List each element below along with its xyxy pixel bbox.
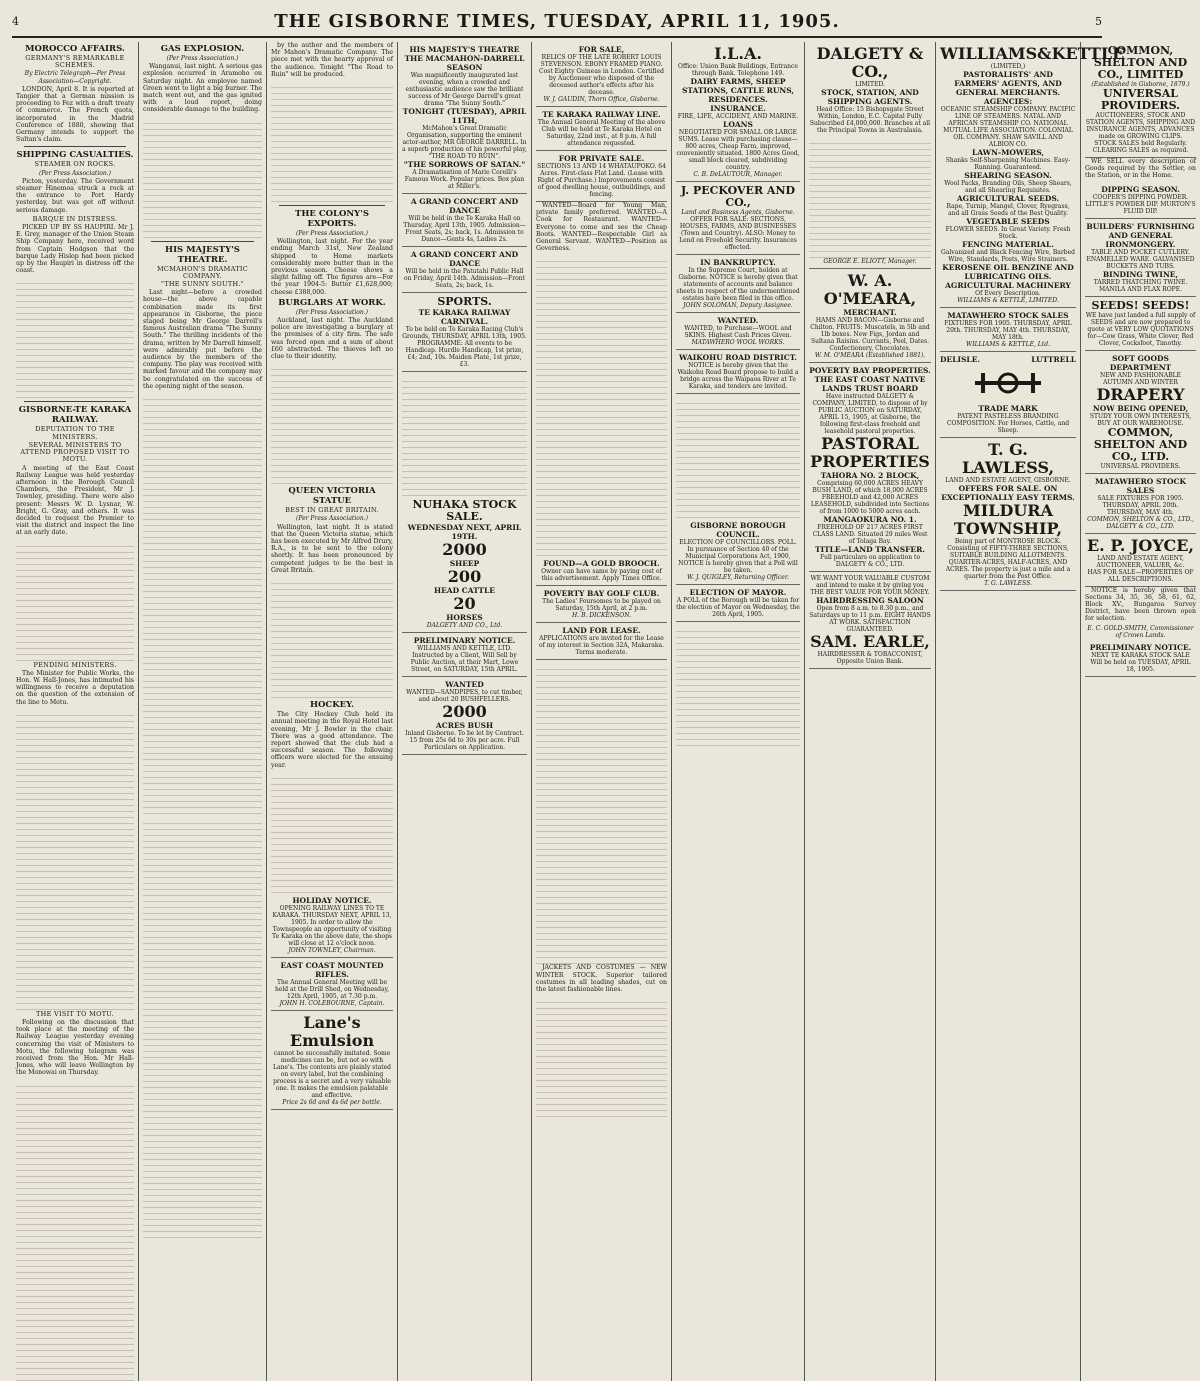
nuhaka-count-1: 2000 (442, 540, 487, 559)
omeara-title: W. A. O'MEARA, (823, 271, 917, 308)
pending-ministers-body: The Minister for Public Works, the Hon. W. Hall-Jones, has intimated his willingness to receive a deputation on the question of the extension of the line to Motu. (16, 669, 134, 706)
illegible-text-block (271, 773, 393, 893)
builders-ad (1085, 219, 1196, 297)
mildura-body: Being part of MONTROSE BLOCK. Consisting of FIFTY-THREE SECTIONS, SUITABLE BUILDING ALLOTMENTS. (947, 538, 1069, 559)
ila-title: I.L.A. (714, 44, 762, 63)
williams-kettle-services: PASTORALISTS' AND FARMERS' AGENTS, AND GENERAL MERCHANTS. (954, 70, 1062, 97)
wanted-sandpipes-ad (402, 677, 527, 755)
nuhaka-date: WEDNESDAY NEXT, APRIL 19TH. (407, 523, 522, 541)
mcmahon-company-subheading: MCMAHON'S DRAMATIC COMPANY. (156, 264, 249, 280)
anchor-trade-mark-icon (973, 367, 1043, 401)
omeara-ad (809, 269, 931, 363)
holiday-notice-body: OPENING RAILWAY LINES TO TE KARAKA. THURSDAY NEXT, APRIL 13, 1905. In order to allow the Townspeople an opportunity of visiting Te Karaka on the above date, the shops will close at 12 o'clock noon. (271, 904, 393, 947)
preliminary-notice-2-body: NEXT TE KARAKA STOCK SALE Will be held on TUESDAY, APRIL 18, 1905. (1090, 652, 1191, 674)
piano-sale-ad (536, 42, 667, 107)
dipping-body: COOPER'S DIPPING POWDER. LITTLE'S POWDER DIP. MURTON'S FLUID DIP. (1085, 193, 1196, 215)
lawn-mowers-body: Shanks Self-Sharpening Machines. Easy-Running. Guaranteed. (945, 157, 1071, 171)
sports-subtitle: TE KARAKA RAILWAY CARNIVAL. (418, 308, 511, 326)
column-5 (532, 42, 672, 1381)
burglars-byline: (Per Press Association.) (296, 308, 368, 316)
illegible-text-block (271, 82, 393, 202)
column-4 (398, 42, 532, 1381)
page-number-left: 4 (12, 14, 19, 28)
seeds-ad (1085, 297, 1196, 351)
lawless-title: T. G. LAWLESS, (961, 440, 1055, 477)
land-lease-ad (536, 623, 667, 660)
lawless-signature: T. G. LAWLESS. (984, 580, 1032, 587)
acres-body: Inland Gisborne. To be let by Contract. 15 from 25s 6d to 30s per acre. Full Particulars on Application. (405, 730, 524, 751)
golf-club-body: The Ladies' Foursomes to be played on Saturday, 15th April, at 2 p.m. (542, 598, 661, 613)
seeds-title: SEEDS! SEEDS! (1091, 298, 1190, 312)
column-8 (936, 42, 1125, 1381)
williams-kettle-signature: WILLIAMS & KETTLE, LIMITED. (957, 297, 1059, 304)
peckover-subtitle: Land and Business Agents, Gisborne. (681, 209, 795, 216)
wool-wanted-ad (676, 313, 800, 350)
agencies-title: AGENCIES: (983, 97, 1033, 106)
drapery-subtitle: NOW BEING OPENED, (1092, 403, 1189, 413)
theatre-ad-sorrows: "THE SORROWS OF SATAN." (403, 160, 526, 169)
bankruptcy-title: IN BANKRUPTCY. (700, 258, 776, 267)
jackets-classified: JACKETS AND COSTUMES — NEW WINTER STOCK. Superior tailored costumes in all leading shades, cut on the latest fashionable lines. (536, 964, 667, 994)
common-shelton-title-2: COMMON, SHELTON AND CO., LTD. (1093, 425, 1188, 463)
earle-ad (809, 572, 931, 669)
queen-statue-byline: (Per Press Association.) (296, 515, 368, 523)
gisborne-railway-heading: GISBORNE-TE KARAKA RAILWAY. (18, 405, 132, 426)
illegible-text-block (16, 710, 134, 1010)
dipping-title: DIPPING SEASON. (1101, 184, 1180, 194)
lawless-subtitle: LAND AND ESTATE AGENT, GISBORNE. (945, 477, 1071, 484)
holiday-notice-ad (271, 893, 393, 958)
trade-mark-label: TRADE MARK (978, 404, 1038, 413)
dalgety-services: STOCK, STATION, AND SHIPPING AGENTS. (821, 88, 919, 106)
bankruptcy-signature: JOHN SOLOMAN, Deputy Assignee. (683, 302, 793, 309)
concert-dance-ad (402, 194, 527, 247)
williams-kettle-ad (940, 42, 1125, 308)
ila-insurance-types: FIRE, LIFE, ACCIDENT, AND MARINE. (677, 113, 799, 120)
nuhaka-count-2: 200 (447, 567, 482, 586)
concert-dance-2-body: Will be held in the Patutahi Public Hall on Friday, April 14th. Admission—Front Seats, 2s; back, 1s. (404, 268, 525, 289)
dalgety-body: Head Office: 15 Bishopsgate Street Within, London, E.C. Capital Fully Subscribed £4,000,000. Branches at all the Principal Towns in Australasia. (809, 106, 931, 134)
branding-ad (940, 352, 1076, 438)
concert-dance-2-title: A GRAND CONCERT AND DANCE (410, 250, 519, 268)
ila-ad (676, 42, 800, 182)
preliminary-notice-ad-2 (1085, 640, 1196, 677)
poverty-bay-properties-ad (809, 363, 931, 572)
road-district-ad (676, 350, 800, 394)
dipping-ad (1085, 182, 1196, 219)
borough-council-ad (676, 518, 800, 585)
universal-providers-body: AUCTIONEERS, STOCK AND STATION AGENTS, SHIPPING AND INSURANCE AGENTS, ADVANCES made on GROWING CLIPS. (1085, 112, 1196, 140)
matawhero-body: SALE FIXTURES FOR 1905. THURSDAY, APRIL 20th. THURSDAY, MAY 4th. (1097, 494, 1184, 516)
williams-kettle-limited: (LIMITED,) (990, 63, 1026, 70)
title-transfer: TITLE—LAND TRANSFER. (814, 545, 925, 554)
newspaper-title: THE GISBORNE TIMES, TUESDAY, APRIL 11, 1905. (274, 10, 840, 32)
binding-twine-body: TARRED THATCHING TWINE. MANILA AND FLAX ROPE. (1093, 278, 1188, 293)
common-shelton-title: COMMON, SHELTON AND CO., LIMITED (1093, 44, 1188, 81)
joyce-subtitle: LAND AND ESTATE AGENT, AUCTIONEER, VALUER, &c. (1096, 554, 1185, 569)
illegible-text-block (271, 578, 393, 698)
golf-club-title: POVERTY BAY GOLF CLUB. (543, 589, 660, 599)
mayor-election-body: A POLL of the Borough will be taken for the election of Mayor on Wednesday, the 26th April, 1905. (676, 597, 800, 618)
divider (24, 146, 126, 147)
column-3 (267, 42, 398, 1381)
visit-motu-subheading: THE VISIT TO MOTU. (36, 1009, 114, 1018)
railway-line-title: TE KARAKA RAILWAY LINE. (542, 110, 661, 119)
shearing-body: Wool Packs, Branding Oils, Sheep Shears, and all Shearing Requisites. (944, 180, 1072, 194)
morocco-subheading: GERMANY'S REMARKABLE SCHEMES. (25, 54, 125, 70)
joyce-body: HAS FOR SALE—PROPERTIES OF ALL DESCRIPTIONS. (1087, 568, 1194, 583)
borough-council-signature: W. J. QUIGLEY, Returning Officer. (687, 574, 789, 581)
properties-title: POVERTY BAY PROPERTIES. (809, 366, 931, 375)
machinery-body: Of Every Description. (975, 290, 1041, 297)
loans-body: NEGOTIATED FOR SMALL OR LARGE SUMS. Lease with purchasing clause—800 acres, Cheap Farm, improved, conveniently situated. 1800 Acres Good, small block cleared, subdividing country. (676, 129, 800, 171)
common-shelton-established: (Established in Gisborne, 1879.) (1091, 81, 1190, 88)
shipping-subheading: STEAMER ON ROCKS. (34, 160, 116, 169)
shipping-body: Picton, yesterday. The Government steamer Hinemoa struck a rock at the entrance to Port Hardy yesterday, but was got off without serious damage. (16, 177, 134, 214)
binding-twine-title: BINDING TWINE, (1102, 269, 1179, 279)
illegible-text-block (809, 138, 931, 258)
agricultural-seeds-body: Rape, Turnip, Mangel, Clover, Ryegrass, and all Grass Seeds of the Best Quality. (946, 203, 1070, 217)
wanted-classifieds: WANTED—Board for Young Man, private family preferred. WANTED—A Cook for Restaurant. WANTED—Everyone to come and see the Cheap Boots. WANTED—Respectable Girl as General Servant. WANTED—Position as Governess. (536, 202, 667, 253)
illegible-text-block (143, 818, 262, 1238)
illegible-text-block (536, 256, 667, 556)
builders-title: BUILDERS' FURNISHING AND GENERAL IRONMONGERY. (1086, 221, 1195, 249)
lanes-emulsion-ad (271, 1011, 393, 1110)
piano-sale-body: RELICS OF THE LATE ROBERT LOUIS STEVENSON. EBONY FRAMED PIANO. Cost Eighty Guineas in London. Certified by Auctioneer who disposed of the deceased author's effects after his decease. (539, 54, 664, 96)
universal-providers-2: UNIVERSAL PROVIDERS. (1100, 462, 1181, 470)
illegible-text-block (16, 1081, 134, 1381)
lanes-emulsion-price: Price 2s 6d and 4s 6d per bottle. (282, 1098, 382, 1106)
crown-lands-signature: E. C. GOLD-SMITH, Commissioner of Crown Lands. (1087, 624, 1194, 639)
road-district-title: WAIKOHU ROAD DISTRICT. (678, 353, 797, 362)
found-body: Owner can have same by paying cost of this advertisement. Apply Times Office. (541, 568, 662, 583)
divider (24, 401, 126, 402)
nuhaka-label-3: HORSES (446, 613, 483, 622)
study-interests: STUDY YOUR OWN INTERESTS, BUY AT OUR WAREHOUSE. (1089, 412, 1192, 427)
pastoral-title: PASTORAL PROPERTIES (810, 434, 930, 471)
mayor-election-title: ELECTION OF MAYOR. (689, 588, 787, 597)
private-sale-title: FOR PRIVATE SALE. (558, 154, 645, 163)
branding-body: PATENT PASTELESS BRANDING COMPOSITION. For Horses, Cattle, and Sheep. (946, 413, 1070, 434)
luttrell-name: LUTTRELL (1031, 355, 1076, 364)
wanted-body: WANTED—SANDPIPES, to cut timber, and about 20 BUSHFELLERS. (406, 689, 523, 703)
nuhaka-label-2: HEAD CATTLE (434, 586, 495, 595)
lawless-ad (940, 438, 1076, 591)
nuhaka-count-3: 20 (453, 594, 476, 613)
queen-statue-subheading: BEST IN GREAT BRITAIN. (285, 506, 379, 515)
barque-subheading: BARQUE IN DISTRESS. (32, 214, 118, 223)
peckover-body: OFFER FOR SALE: SECTIONS, HOUSES, FARMS, AND BUSINESSES (Town and Country). ALSO: Money to Lend on Freehold Security. Insurances effected. (679, 216, 797, 251)
concert-dance-ad-2 (402, 247, 527, 293)
column-1 (12, 42, 139, 1381)
loans-title: LOANS (723, 120, 753, 129)
mounted-rifles-signature: JOHN H. COLEBOURNE, Captain. (279, 999, 385, 1007)
gisborne-railway-subheading: DEPUTATION TO THE MINISTERS. (35, 425, 115, 441)
preliminary-notice-ad (402, 633, 527, 677)
properties-body: Have instructed DALGETY & COMPANY, LIMITED, to dispose of by PUBLIC AUCTION on SATURDAY, APRIL 15, 1905, at Gisborne, the following first-class freehold and leasehold pastoral properties. (812, 393, 928, 435)
golf-club-ad (536, 586, 667, 623)
piano-sale-signature: W. J. GAUDIN, Thorn Office, Gisborne. (543, 96, 660, 103)
matawhero-title: MATAWHERO STOCK SALES (1095, 476, 1186, 495)
sports-title: SPORTS. (437, 295, 492, 308)
masthead (12, 6, 1102, 38)
illegible-text-block (402, 376, 527, 496)
bankruptcy-body: In the Supreme Court, holden at Gisborne. NOTICE is hereby given that statements of accounts and balance sheets in respect of the undermentioned estates have been filed in this office. (676, 267, 800, 302)
loans-signature: C. B. DeLAUTOUR, Manager. (693, 171, 783, 178)
nuhaka-label-1: SHEEP (449, 559, 480, 568)
universal-providers-title: UNIVERSAL PROVIDERS. (1101, 87, 1180, 112)
lanes-emulsion-title: Lane's Emulsion (289, 1012, 375, 1050)
concert-dance-body: Will be held in the Te Karaka Hall on Thursday, April 13th, 1905. Admission—Front Seats, 2s; back, 1s. Admission to Dance—Gents 4s, Ladies 2s. (403, 215, 526, 243)
nuhaka-stock-sale-ad (402, 496, 527, 633)
colony-exports-byline: (Per Press Association.) (296, 230, 368, 238)
omeara-subtitle: MERCHANT. (843, 308, 897, 317)
shearing-title: SHEARING SEASON. (964, 171, 1052, 180)
gisborne-railway-body: A meeting of the East Coast Railway League was held yesterday afternoon in the Borough Council Chambers, the President, Mr J. Townley, presiding. There were also present: Messrs W. D. Lysnar, W. Bright, G. Gray, and others. It was decided to request the Premier to visit the district and inspect the line at an early date. (16, 464, 134, 537)
vegetable-seeds-title: VEGETABLE SEEDS (966, 217, 1050, 226)
mangaokura-title: MANGAOKURA NO. 1. (823, 515, 917, 524)
soft-goods-title: SOFT GOODS DEPARTMENT (1109, 353, 1172, 372)
drapery-title: DRAPERY (1096, 384, 1185, 404)
illegible-text-block (676, 398, 800, 518)
agricultural-seeds-title: AGRICULTURAL SEEDS. (956, 194, 1060, 203)
illegible-text-block (143, 118, 262, 238)
peckover-ad (676, 182, 800, 255)
gisborne-railway-subheading-2: SEVERAL MINISTERS TO ATTEND PROPOSED VISIT TO MOTU. (20, 440, 130, 464)
kerosene-title: KEROSENE OIL BENZINE AND LUBRICATING OILS. (942, 263, 1074, 281)
dalgety-title: DALGETY & CO., (816, 44, 924, 81)
ila-properties: DAIRY FARMS, SHEEP STATIONS, CATTLE RUNS, RESIDENCES. (681, 77, 795, 104)
wool-wanted-body: WANTED, to Purchase—WOOL and SKINS. Highest Cash Prices Given. (684, 325, 792, 339)
illegible-text-block (271, 364, 393, 484)
bankruptcy-ad (676, 255, 800, 313)
columns (12, 42, 1196, 1282)
saloon-title: HAIRDRESSING SALOON (816, 596, 924, 605)
tahora-title: TAHORA NO. 2 BLOCK, (820, 471, 920, 480)
colony-exports-body: Wellington, last night. For the year ending March 31st, New Zealand shipped to Home markets considerably more butter than in the previous season. Cheese shows a slight falling off. The figures are—For the year 1904-5: Butter £1,628,000; cheese £388,000. (271, 238, 393, 296)
barque-body: PICKED UP BY SS HAUPIRI. Mr J. E. Grey, manager of the Union Steam Ship Company here, received word from Captain Hodgson that the barque Lady Hislop had been picked up by the Haupiri in distress off the coast. (16, 224, 134, 275)
common-shelton-ad (1085, 42, 1196, 158)
private-sale-ad (536, 151, 667, 202)
hockey-heading: HOCKEY. (310, 700, 354, 711)
preliminary-notice-title: PRELIMINARY NOTICE. (413, 636, 516, 645)
title-transfer-body: Full particulars on application to DALGETY & CO., LTD. (819, 554, 921, 568)
vegetable-seeds-body: FLOWER SEEDS. In Great Variety. Fresh Stock. (945, 226, 1071, 240)
lanes-emulsion-body: cannot be successfully imitated. Some medicines can be, but not so with Lane's. The contents are plainly stated on every label, but the combining process is a secret and a very valuable one. It makes the emulsion palatable and effective. (272, 1049, 391, 1099)
hockey-body: The City Hockey Club held its annual meeting in the Royal Hotel last evening, Mr J. Bowler in the chair. There was a good attendance. The report showed that the club had a successful season. The following officers were elected for the ensuing year. (271, 711, 393, 769)
lawless-offer: OFFERS FOR SALE. ON EXCEPTIONALLY EASY TERMS. (941, 484, 1075, 502)
illegible-text-block (16, 541, 134, 661)
gas-explosion-byline: (Per Press Association.) (166, 55, 239, 62)
delisle-name: DELISLE. (940, 355, 981, 364)
his-majestys-theatre-heading: HIS MAJESTY'S THEATRE. (165, 244, 240, 265)
illegible-text-block (676, 626, 800, 746)
page-number-right: 5 (1095, 14, 1102, 28)
divider (279, 205, 385, 206)
saloon-body: Open from 8 a.m. to 8.30 p.m., and Saturdays up to 11 p.m. EIGHT HANDS AT WORK. SATISFACTION GUARANTEED. (809, 605, 931, 633)
column-6 (672, 42, 805, 1381)
railway-line-ad (536, 107, 667, 151)
theatre-ad-tonight: TONIGHT (TUESDAY), APRIL 11TH, (402, 107, 527, 125)
land-lease-title: LAND FOR LEASE. (562, 626, 641, 636)
morocco-heading: MOROCCO AFFAIRS. (25, 44, 125, 54)
acres-label: ACRES BUSH (435, 721, 494, 730)
mounted-rifles-ad (271, 958, 393, 1011)
theatre-ad-title: HIS MAJESTY'S THEATRE (409, 45, 520, 54)
nuhaka-title: NUHAKA STOCK SALE. (412, 498, 517, 523)
borough-council-title: GISBORNE BOROUGH COUNCIL. (690, 521, 786, 539)
golf-club-signature: H. B. DICKENSON. (572, 612, 631, 620)
holiday-notice-title: HOLIDAY NOTICE. (292, 895, 372, 905)
tahora-body: Comprising 60,000 ACRES HEAVY BUSH LAND, of which 18,000 ACRES FREEHOLD and 42,000 ACRES LEASEHOLD, subdivided into Sections of from 1000 to 5000 acres each. (810, 480, 930, 515)
stock-sales-title: MATAWHERO STOCK SALES (947, 311, 1069, 320)
fencing-body: Galvanized and Black Fencing Wire, Barbed Wire, Standards, Posts, Wire Strainers. (941, 249, 1075, 263)
land-lease-body: APPLICATIONS are invited for the Lease of my interest in Section 32A, Makaraka. Terms moderate. (539, 635, 664, 657)
theatre-ad-sorrows-body: A Dramatisation of Marie Corelli's Famous Work. Popular prices. Box plan at Miller's. (404, 169, 525, 190)
dalgety-limited: LIMITED. (855, 81, 885, 88)
railway-line-body: The Annual General Meeting of the above Club will be held at Te Karaka Hotel on Saturday, 22nd inst., at 8 p.m. A full attendance requested. (537, 119, 666, 147)
ila-address: Office: Union Bank Buildings, Entrance through Bank. Telephone 149. (678, 63, 798, 77)
acres-count: 2000 (442, 702, 487, 721)
preliminary-notice-body: WILLIAMS AND KETTLE, LTD. Instructed by a Client, Will Sell by Public Auction, at their Mart, Lowe Street, on SATURDAY, 15th APRIL. (410, 645, 519, 673)
gas-explosion-body: Wanganui, last night. A serious gas explosion occurred in Aramoho on Saturday night. An employee named Green went to light a big burner. The match went out, and the gas ignited with a loud report, doing considerable damage to the building. (143, 63, 262, 114)
column-9 (1081, 42, 1200, 1381)
queen-statue-heading: QUEEN VICTORIA STATUE (288, 486, 376, 507)
shipping-heading: SHIPPING CASUALTIES. (16, 150, 134, 161)
stock-sales-body: FIXTURES FOR 1905. THURSDAY, APRIL 20th. THURSDAY, MAY 4th. THURSDAY, MAY 18th. (944, 320, 1072, 341)
illegible-text-block (536, 664, 667, 964)
private-sale-body: SECTIONS 13 AND 14 WHATAUPOKO. 64 Acres. First-class Flat Land. (Lease with Right of Purchase.) Improvements consist of good dwelling house, outbuildings, and fencing. (537, 163, 666, 198)
mounted-rifles-body: The Annual General Meeting will be held at the Drill Shed, on Wednesday, 12th April, 1905, at 7.30 p.m. (274, 978, 390, 1000)
wool-wanted-signature: MATAWHERO WOOL WORKS. (691, 339, 785, 346)
morocco-body: LONDON, April 8. It is reported at Tangier that a German mission is proceeding to Fez with a draft treaty of commerce. The French quota, incorporated in the Madrid Conference of 1880, showing that Germany intends to support the Sultan's claim. (16, 85, 134, 144)
queen-statue-body: Wellington, last night. It is stated that the Queen Victoria statue, which has been executed by Mr Alfred Drury, R.A., is to be sent to the colony shortly. It has been pronounced by competent judges to be the best in Great Britain. (271, 523, 393, 574)
theatre-ad (402, 42, 527, 194)
nuhaka-signature: DALGETY AND CO., Ltd. (426, 622, 503, 629)
theatre-review-body: Last night—before a crowded house—the above capable combination made its first appearance in Gisborne, the piece staged being Mr George Darrell's famous Australian drama "The Sunny South." The thrilling incidents of the drama, written by Mr Darrell himself, were admirably put before the audience by the members of the company. The play was received with marked favour and the company may be congratulated on the success of the opening night of the season. (143, 289, 262, 390)
sports-ad (402, 293, 527, 372)
omeara-body: HAMS AND BACON—Gisborne and Chilton. FRUITS: Muscatels, in 5lb and 1lb boxes. New Figs, Jordan and Sultana Raisins. Currants, Peel, Dates. Confectionery, Chocolates. (810, 317, 930, 352)
holiday-notice-signature: JOHN TOWNLEY, Chairman. (288, 946, 376, 954)
dalgety-ad (809, 42, 931, 269)
soft-goods-ad (1085, 351, 1196, 474)
wanted-title: WANTED (445, 680, 484, 689)
theatre-ad-season: THE MACMAHON-DARRELL SEASON (404, 54, 525, 72)
morocco-byline: By Electric Telegraph—Per Press Association—Copyright. (24, 70, 126, 85)
burglars-body: Auckland, last night. The Auckland police are investigating a burglary at the premises of a city firm. The safe was forced open and a sum of about £60 abstracted. The thieves left no clue to their identity. (271, 317, 393, 361)
pending-ministers-subheading: PENDING MINISTERS. (33, 660, 117, 669)
gas-explosion-heading: GAS EXPLOSION. (160, 44, 245, 54)
mildura-title: MILDURA TOWNSHIP, (953, 501, 1063, 538)
matawhero-sales-ad (1085, 474, 1196, 534)
omeara-signature: W. M. O'MEARA (Established 1881). (814, 352, 926, 359)
williams-kettle-title: WILLIAMS&KETTLE (940, 44, 1125, 63)
ila-insurance: INSURANCE. (710, 104, 766, 113)
lawn-mowers-title: LAWN-MOWERS, (971, 148, 1045, 157)
mounted-rifles-title: EAST COAST MOUNTED RIFLES. (280, 960, 384, 979)
shipping-byline: (Per Press Association.) (39, 169, 111, 177)
peckover-title: J. PECKOVER AND CO., (680, 184, 796, 209)
colony-exports-heading: THE COLONY'S EXPORTS. (295, 209, 369, 230)
machinery-title: AGRICULTURAL MACHINERY (945, 281, 1071, 290)
sunny-south-subheading: "THE SUNNY SOUTH." (160, 280, 245, 289)
illegible-text-block (143, 394, 262, 814)
crown-lands-notice: NOTICE is hereby given that Sections 34, 35, 36, 58, 61, 62, Block XV., Bungaroa Survey District, have been thrown open for selection. (1085, 586, 1196, 623)
illegible-text-block (16, 278, 134, 398)
wool-wanted-title: WANTED. (717, 316, 759, 325)
column-2 (139, 42, 267, 1381)
piano-sale-title: FOR SALE, (578, 45, 625, 54)
road-district-body: NOTICE is hereby given that the Waikohu Road Board propose to build a bridge across the Waipaoa River at Te Karaka, and tenders are invited. (677, 362, 799, 390)
theatre-continued-body: by the author and the members of Mr Mahon's Dramatic Company. The piece met with the hearty approval of the audience. Tonight "The Road to Ruin" will be produced. (271, 42, 393, 78)
found-brooch-ad (536, 556, 667, 586)
illegible-text-block (536, 997, 667, 1117)
theatre-ad-body: Was magnificently inaugurated last evening, when a crowded and enthusiastic audience saw the brilliant success of Mr George Darrell's great drama "The Sunny South." (405, 72, 524, 107)
sports-body: To be held on Te Karaka Racing Club's Grounds, THURSDAY, APRIL 13th, 1905. PROGRAMME: All events to be Handicap. Hurdle Handicap, 1st prize, £4; 2nd, 10s. Maiden Plate, 1st prize, £3. (402, 326, 527, 368)
agencies-body: OCEANIC STEAMSHIP COMPANY. PACIFIC LINE OF STEAMERS. NATAL AND AFRICAN STEAMSHIP CO. NATIONAL MUTUAL LIFE ASSOCIATION. COLONIAL OIL COMPANY. SHAW SAVILL AND ALBION CO. (940, 106, 1076, 148)
column-7 (805, 42, 936, 1381)
earle-intro: WE WANT YOUR VALUABLE CUSTOM and intend to make it by giving you THE BEST VALUE FOR YOUR MONEY. (810, 575, 930, 596)
burglars-heading: BURGLARS AT WORK. (278, 297, 386, 308)
quarter-acres-body: QUARTER-ACRES, HALF-ACRES, AND ACRES. The property is just a mile and a quarter from the Post Office. (945, 559, 1071, 580)
stock-sales-ad (940, 308, 1076, 352)
fencing-title: FENCING MATERIAL. (962, 240, 1054, 249)
joyce-title: E. P. JOYCE, (1086, 535, 1194, 555)
stock-sales-note: STOCK SALES held Regularly. CLEARING SALES as required. (1092, 140, 1189, 154)
dalgety-signature: GEORGE E. ELIOTT, Manager. (823, 258, 917, 265)
seeds-body: WE have just landed a full supply of SEEDS and are now prepared to quote at VERY LOW QUOTATIONS for—Cow Grass, White Clover, Red Clover, Cocksfoot, Timothy. (1085, 311, 1196, 347)
concert-dance-title: A GRAND CONCERT AND DANCE (410, 197, 519, 215)
matawhero-signature: COMMON, SHELTON & CO., LTD., DALGETY & CO., LTD. (1087, 515, 1194, 530)
theatre-ad-tonight-body: McMahon's Great Dramatic Organisation, supporting the eminent actor-author, MR GEORGE DARRELL. In a superb production of his powerful play, "THE ROAD TO RUIN". (402, 125, 527, 160)
stock-sales-signature: WILLIAMS & KETTLE, Ltd. (966, 341, 1050, 348)
earle-title: SAM. EARLE, (810, 632, 930, 651)
earle-subtitle: HAIRDRESSER & TOBACCONIST, Opposite Union Bank. (817, 651, 923, 665)
found-title: FOUND—A GOLD BROOCH. (543, 559, 660, 569)
borough-council-body: ELECTION OF COUNCILLORS. POLL. In pursuance of Section 40 of the Municipal Corporations Act, 1900, NOTICE is hereby given that a Poll will be taken. (678, 539, 798, 574)
soft-goods-body: NEW AND FASHIONABLE AUTUMN AND WINTER (1100, 371, 1181, 386)
we-sell-body: WE SELL every description of Goods required by the Settler, on the Station, or in the Home. (1085, 158, 1196, 180)
divider (151, 241, 254, 242)
preliminary-notice-2-title: PRELIMINARY NOTICE. (1089, 643, 1192, 653)
joyce-ad (1085, 534, 1196, 587)
visit-motu-body: Following on the discussion that took place at the meeting of the Railway League yesterday evening concerning the visit of Ministers to Motu, the following telegram was received from the Hon. Mr Hall-Jones, who will leave Wellington by the Monowai on Thursday. (16, 1018, 134, 1077)
builders-body: TABLE AND POCKET CUTLERY. ENAMELLED WARE. GALVANISED BUCKETS AND TUBS. (1086, 248, 1195, 270)
mangaokura-body: FREEHOLD OF 217 ACRES FIRST CLASS LAND. Situated 29 miles West of Tolaga Bay. (812, 524, 928, 545)
properties-board: THE EAST COAST NATIVE LANDS TRUST BOARD (814, 375, 926, 393)
mayor-election-ad (676, 585, 800, 622)
